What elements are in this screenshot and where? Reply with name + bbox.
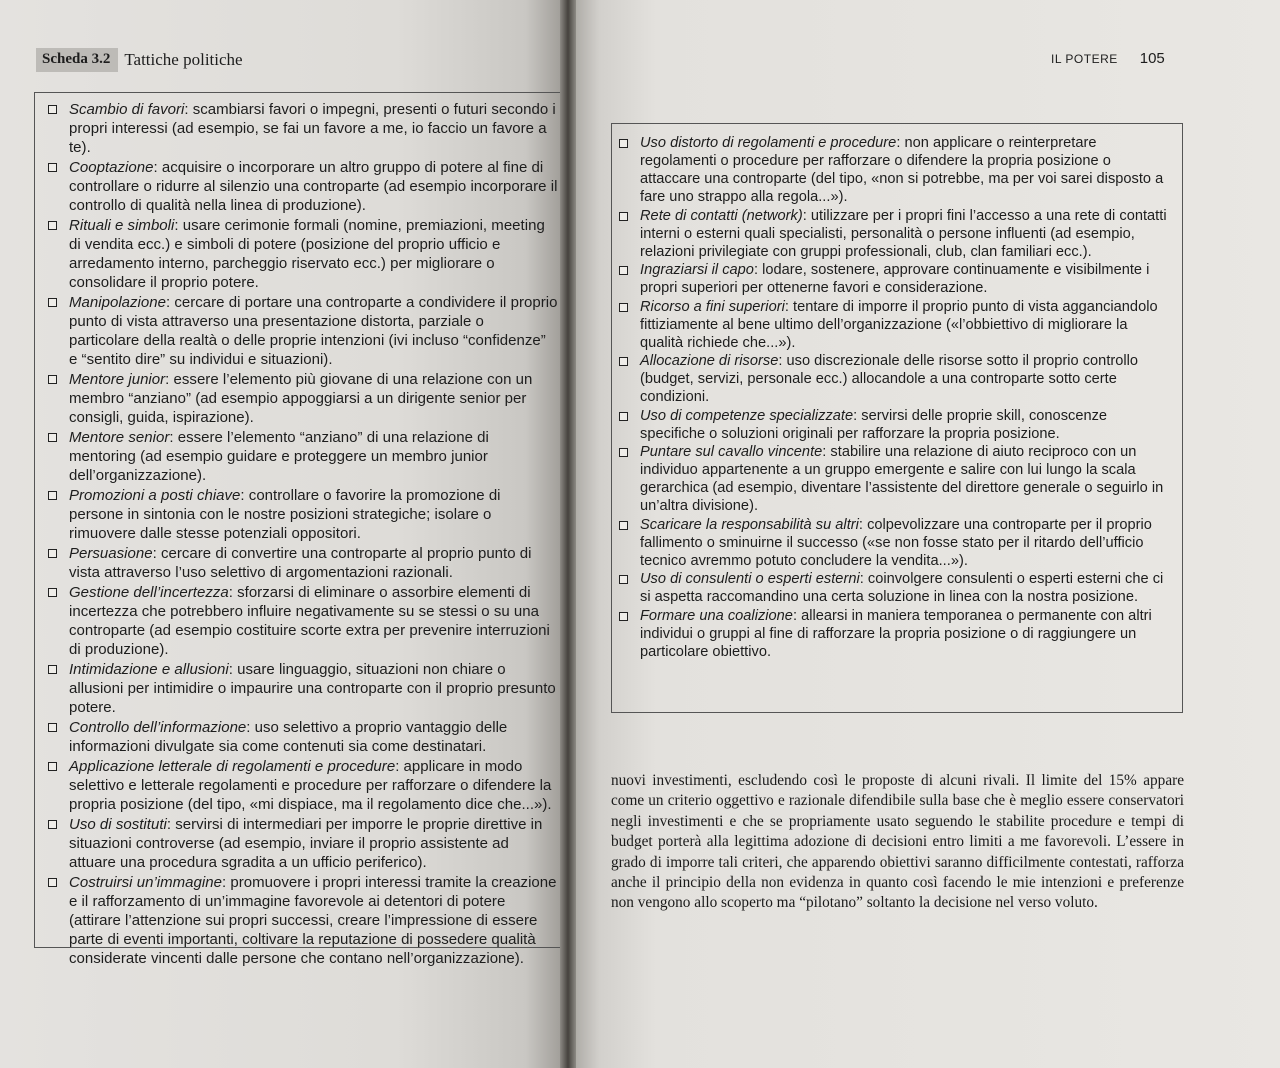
checkbox-icon	[619, 448, 628, 457]
page-number: 105	[1139, 50, 1165, 67]
tactic-term: Mentore senior	[69, 429, 170, 446]
tactic-item	[48, 583, 558, 659]
tactic-description: : essere l’elemento “anziano” di una relazione di mentoring (ad esempio guidare e proteggere un membro junior dell’organizzazione).	[69, 429, 489, 484]
tactic-item	[48, 428, 558, 485]
tactic-item	[619, 570, 1174, 606]
tactic-item	[619, 516, 1174, 570]
checkbox-icon	[48, 221, 57, 230]
tactic-description: : coinvolgere consulenti o esperti esterni che ci si aspetta raccomandino una certa soluzione in linea con la nostra posizione.	[640, 571, 1164, 605]
tactic-term: Allocazione di risorse	[640, 353, 779, 369]
tactic-term: Puntare sul cavallo vincente	[640, 444, 823, 460]
tactics-list-continued	[619, 134, 1174, 661]
checkbox-icon	[619, 412, 628, 421]
tactic-item	[619, 261, 1174, 297]
scheda-header	[36, 48, 243, 72]
page-header	[1051, 50, 1165, 67]
tactic-description: : sforzarsi di eliminare o assorbire elementi di incertezza che potrebbero influire negativamente su se stessi o su una controparte (ad esempio costituire scorte extra per prevenire interruzioni di produzione).	[69, 584, 550, 658]
tactic-description: : cercare di portare una controparte a condividere il proprio punto di vista attraverso una presentazione distorta, parziale o particolare della realtà o delle proprie intenzioni (ivi incluso “confidenze” e “sentito dire” su individui e situazioni).	[69, 294, 558, 368]
tactic-term: Cooptazione	[69, 159, 154, 176]
tactic-item	[48, 873, 558, 968]
tactic-term: Scambio di favori	[69, 101, 185, 118]
tactic-term: Uso di consulenti o esperti esterni	[640, 571, 860, 587]
scheda-title: Tattiche politiche	[124, 50, 243, 69]
tactic-description: : promuovere i propri interessi tramite la creazione e il rafforzamento di un’immagine favorevole ai detentori di potere (attirare l’attenzione sui propri successi, creare l’impressione di essere parte di eventi importanti, coltivare la reputazione di possedere qualità considerate vincenti dalle persone che contano nell’organizzazione).	[69, 874, 557, 967]
tactic-description: : stabilire una relazione di aiuto reciproco con un individuo appartenente a un gruppo emergente e salire con lui lungo la scala gerarchica (ad esempio, diventare l’assistente del direttore generale o seguirlo in un’altra divisione).	[640, 444, 1164, 514]
tactic-item	[619, 607, 1174, 661]
tactic-term: Promozioni a posti chiave	[69, 487, 241, 504]
tactic-term: Persuasione	[69, 545, 153, 562]
checkbox-icon	[48, 163, 57, 172]
tactic-item	[48, 660, 558, 717]
tactic-description: : utilizzare per i propri fini l’accesso a una rete di contatti interni o esterni quali specialisti, personalità o persone influenti (ad esempio, relazioni privilegiate con gruppi professionali, club, clan familiari ecc.).	[640, 207, 1167, 260]
body-paragraph: nuovi investimenti, escludendo così le proposte di alcuni rivali. Il limite del 15% appare come un criterio oggettivo e razionale difendibile sulla base che è meglio essere conservatori negli investimenti e che se propriamente usato seguendo le stabilite procedure e tempi di budget porterà alla legittima adozione di decisioni entro limiti a me favorevoli. L’essere in grado di imporre tali criteri, che apparendo obiettivi saranno difficilmente contestati, rafforza anche il principio della non evidenza in quanto così facendo le mie intenzioni e preferenze non vengono allo scoperto ma “pilotano” soltanto la decisione nel verso voluto.	[611, 772, 1184, 912]
tactic-item	[48, 544, 558, 582]
checkbox-icon	[48, 375, 57, 384]
tactic-description: : servirsi delle proprie skill, conoscenze specifiche o soluzioni originali per rafforzare la propria posizione.	[640, 407, 1108, 442]
tactic-item	[48, 757, 558, 814]
tactic-term: Controllo dell’informazione	[69, 719, 247, 736]
checkbox-icon	[619, 575, 628, 584]
tactic-description: : uso selettivo a proprio vantaggio delle informazioni divulgate sia come contenuti sia come destinatari.	[69, 719, 508, 755]
left-page	[0, 0, 565, 1068]
checkbox-icon	[48, 878, 57, 887]
tactic-item	[48, 100, 558, 157]
tactic-term: Applicazione letterale di regolamenti e procedure	[69, 758, 396, 775]
tactic-item	[48, 718, 558, 756]
checkbox-icon	[48, 433, 57, 442]
tactic-description: : servirsi di intermediari per imporre le proprie direttive in situazioni controverse (ad esempio, inviare il proprio assistente ad attuare una procedura sgradita a un ufficio periferico).	[69, 816, 543, 871]
tactic-description: : scambiarsi favori o impegni, presenti o futuri secondo i propri interessi (ad esempio, se fai un favore a me, io faccio un favore a te).	[69, 101, 556, 156]
book-gutter	[560, 0, 576, 1068]
tactic-item	[48, 293, 558, 369]
tactic-description: : tentare di imporre il proprio punto di vista agganciandolo fittiziamente al bene ultimo dell’organizzazione («l’obbiettivo di migliorare la qualità richiede che...»).	[640, 298, 1158, 351]
tactic-item	[619, 443, 1174, 515]
tactic-item	[48, 370, 558, 427]
checkbox-icon	[48, 105, 57, 114]
checkbox-icon	[48, 762, 57, 771]
tactic-item	[619, 407, 1174, 443]
checkbox-icon	[619, 612, 628, 621]
tactic-description: : controllare o favorire la promozione di persone in sintonia con le nostre posizioni strategiche; isolare o rimuovere dalle stesse potenziali oppositori.	[69, 487, 501, 542]
checkbox-icon	[48, 665, 57, 674]
tactic-term: Ingraziarsi il capo	[640, 262, 754, 278]
checkbox-icon	[619, 212, 628, 221]
checkbox-icon	[619, 139, 628, 148]
tactics-list	[48, 100, 558, 969]
tactic-term: Uso di competenze specializzate	[640, 407, 854, 424]
tactic-item	[48, 216, 558, 292]
checkbox-icon	[619, 521, 628, 530]
tactic-term: Costruirsi un’immagine	[69, 874, 222, 891]
tactic-item	[48, 158, 558, 215]
tactic-term: Formare una coalizione	[640, 607, 793, 624]
tactic-item	[48, 486, 558, 543]
checkbox-icon	[48, 549, 57, 558]
checkbox-icon	[619, 357, 628, 366]
tactic-term: Scaricare la responsabilità su altri	[640, 516, 859, 533]
tactic-description: : usare linguaggio, situazioni non chiare o allusioni per intimidire o impaurire una controparte con il proprio presunto potere.	[69, 661, 556, 716]
tactic-description: : applicare in modo selettivo e letterale regolamenti e procedure per rafforzare o difendere la propria posizione (del tipo, «mi dispiace, ma il regolamento dice che...»).	[69, 758, 552, 813]
tactic-term: Manipolazione	[69, 294, 166, 311]
tactic-item	[619, 298, 1174, 352]
tactic-description: : lodare, sostenere, approvare continuamente e visibilmente i propri superiori per ottenerne favori e considerazione.	[640, 262, 1150, 296]
tactic-item	[48, 815, 558, 872]
checkbox-icon	[619, 266, 628, 275]
tactic-item	[619, 134, 1174, 206]
tactic-description: : colpevolizzare una controparte per il proprio fallimento o sminuirne il successo («se non fosse stato per il ritardo dell’ufficio tecnico avremmo potuto concludere la vendita...»).	[640, 516, 1152, 569]
checkbox-icon	[48, 588, 57, 597]
checkbox-icon	[48, 491, 57, 500]
checkbox-icon	[48, 298, 57, 307]
checkbox-icon	[48, 820, 57, 829]
right-page	[571, 0, 1280, 1068]
scheda-label: Scheda 3.2	[36, 48, 118, 72]
tactic-item	[619, 207, 1174, 261]
tactic-term: Mentore junior	[69, 371, 166, 388]
tactic-description: : allearsi in maniera temporanea o permanente con altri individui o gruppi al fine di rafforzare la propria posizione o di raggiungere un particolare obiettivo.	[640, 607, 1152, 660]
running-head: IL POTERE	[1051, 52, 1118, 66]
tactic-description: : essere l’elemento più giovane di una relazione con un membro “anziano” (ad esempio appoggiarsi a un dirigente senior per consigli, guida, ispirazione).	[69, 371, 533, 426]
tactic-term: Intimidazione e allusioni	[69, 661, 229, 678]
tactic-term: Gestione dell’incertezza	[69, 584, 229, 601]
tactic-description: : usare cerimonie formali (nomine, premiazioni, meeting di vendita ecc.) e simboli di potere (posizione del proprio ufficio e arredamento interno, parcheggio riservato ecc.) per migliorare o consolidare il proprio potere.	[69, 217, 545, 291]
tactic-description: : acquisire o incorporare un altro gruppo di potere al fine di controllare o ridurre al silenzio una controparte (ad esempio incorporare il controllo di qualità nella linea di produzione).	[69, 159, 558, 214]
tactic-term: Uso di sostituti	[69, 816, 167, 833]
tactic-description: : cercare di convertire una controparte al proprio punto di vista attraverso l’uso selettivo di argomentazioni razionali.	[69, 545, 532, 581]
checkbox-icon	[619, 303, 628, 312]
tactic-term: Uso distorto di regolamenti e procedure	[640, 135, 897, 151]
tactic-item	[619, 352, 1174, 406]
checkbox-icon	[48, 723, 57, 732]
tactic-description: : uso discrezionale delle risorse sotto il proprio controllo (budget, servizi, personale ecc.) allocandole a una controparte sotto certe condizioni.	[640, 353, 1139, 405]
tactic-term: Ricorso a fini superiori	[640, 298, 785, 315]
tactic-description: : non applicare o reinterpretare regolamenti o procedure per rafforzare o difendere la propria posizione o attaccare una controparte (del tipo, «non si potrebbe, ma per voi sarei disposto a fare uno strappo alla regola...»).	[640, 135, 1164, 205]
tactic-term: Rete di contatti (network)	[640, 207, 803, 224]
tactic-term: Rituali e simboli	[69, 217, 175, 234]
